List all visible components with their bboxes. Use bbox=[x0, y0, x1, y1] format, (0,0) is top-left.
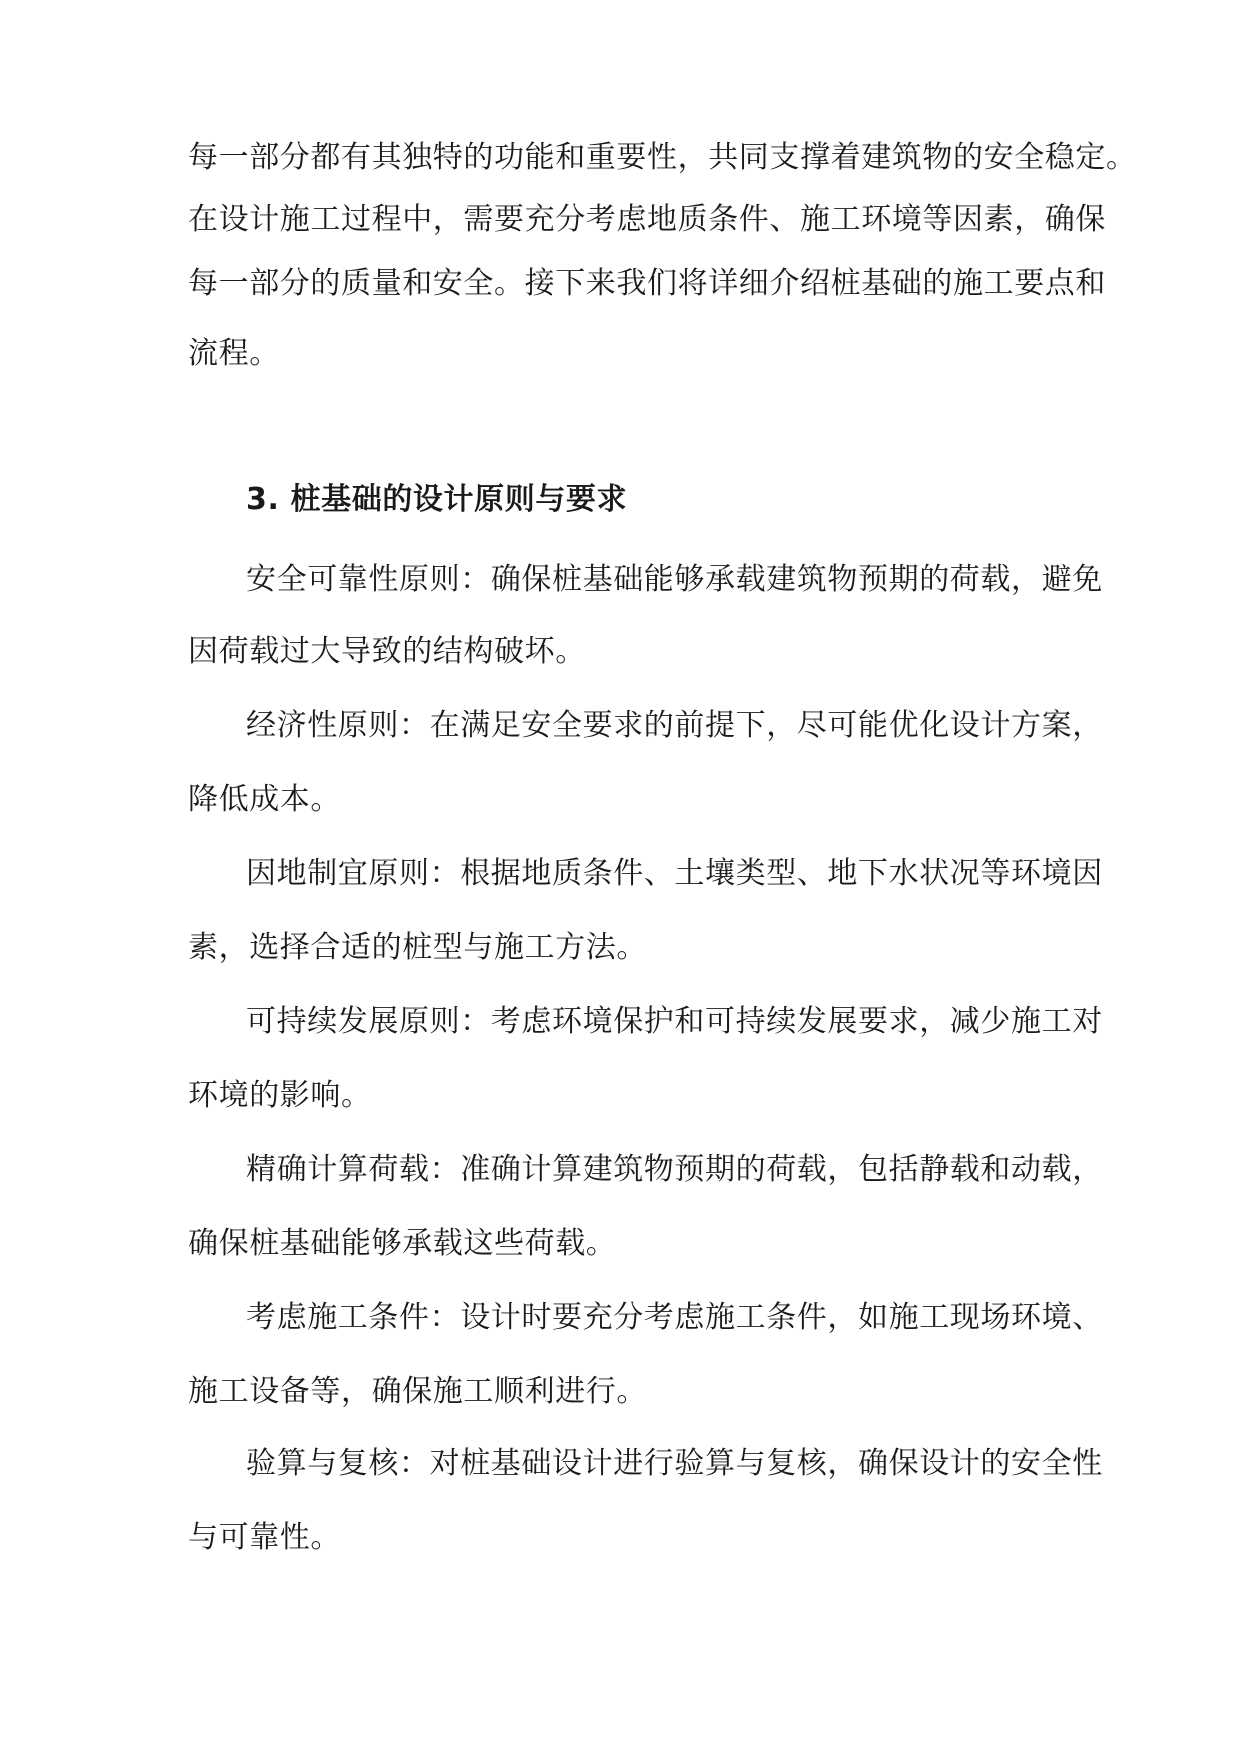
paragraph-line: 素，选择合适的桩型与施工方法。 bbox=[188, 930, 647, 965]
paragraph-line: 因荷载过大导致的结构破坏。 bbox=[188, 634, 586, 669]
paragraph-line: 精确计算荷载：准确计算建筑物预期的荷载，包括静载和动载， bbox=[246, 1152, 1103, 1187]
paragraph-line: 降低成本。 bbox=[188, 782, 341, 817]
paragraph-line: 环境的影响。 bbox=[188, 1078, 372, 1113]
intro-line-2: 在设计施工过程中，需要充分考虑地质条件、施工环境等因素，确保 bbox=[188, 202, 1106, 237]
paragraph-line: 经济性原则：在满足安全要求的前提下，尽可能优化设计方案， bbox=[246, 708, 1103, 743]
intro-line-4: 流程。 bbox=[188, 336, 280, 371]
paragraph-line: 安全可靠性原则：确保桩基础能够承载建筑物预期的荷载，避免 bbox=[246, 562, 1103, 597]
paragraph-line: 确保桩基础能够承载这些荷载。 bbox=[188, 1226, 617, 1261]
paragraph-line: 与可靠性。 bbox=[188, 1520, 341, 1555]
intro-line-1: 每一部分都有其独特的功能和重要性，共同支撑着建筑物的安全稳定。 bbox=[188, 140, 1137, 175]
paragraph-line: 施工设备等，确保施工顺利进行。 bbox=[188, 1374, 647, 1409]
intro-line-3: 每一部分的质量和安全。接下来我们将详细介绍桩基础的施工要点和 bbox=[188, 266, 1106, 301]
paragraph-line: 因地制宜原则：根据地质条件、土壤类型、地下水状况等环境因 bbox=[246, 856, 1103, 891]
paragraph-line: 可持续发展原则：考虑环境保护和可持续发展要求，减少施工对 bbox=[246, 1004, 1103, 1039]
paragraph-line: 验算与复核：对桩基础设计进行验算与复核，确保设计的安全性 bbox=[246, 1446, 1103, 1481]
paragraph-line: 考虑施工条件：设计时要充分考虑施工条件，如施工现场环境、 bbox=[246, 1300, 1103, 1335]
section-heading: 3. 桩基础的设计原则与要求 bbox=[246, 482, 628, 517]
